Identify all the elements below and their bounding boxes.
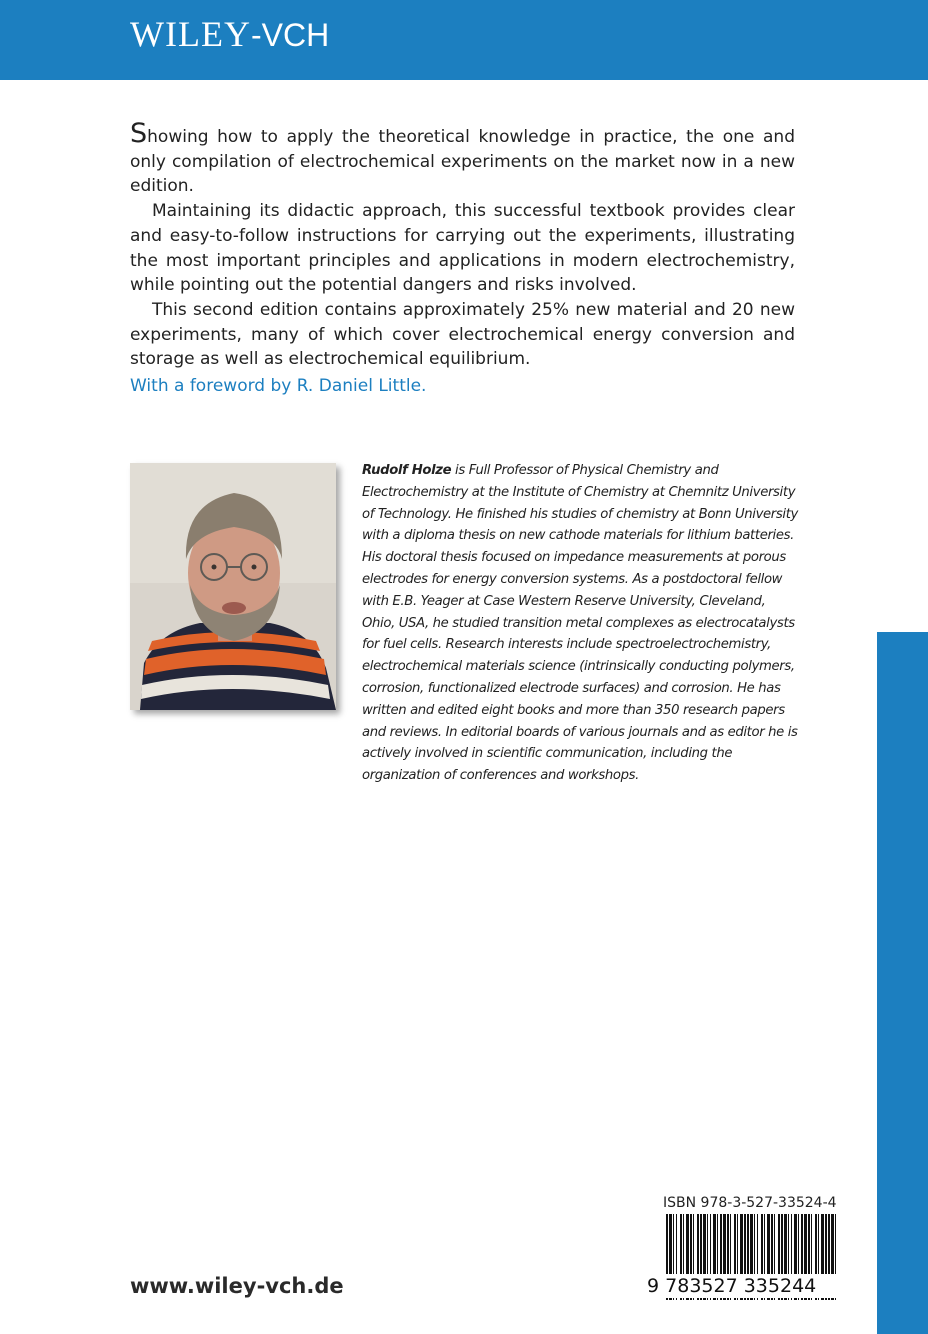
publisher-website: www.wiley-vch.de [130, 1274, 344, 1298]
barcode-digit-lead: 9 [647, 1275, 660, 1297]
book-blurb [130, 118, 795, 372]
barcode-digits [647, 1274, 837, 1298]
drop-cap: S [130, 118, 148, 149]
author-portrait-image [130, 463, 336, 710]
blurb-paragraph-3: This second edition contains approximately 25% new material and 20 new experiments, many of which cover electrochemical energy conversion and storage as well as electrochemical equilibrium. [130, 299, 795, 370]
publisher-logo-main: WILEY [130, 14, 251, 54]
isbn-label: ISBN 978-3-527-33524-4 [663, 1195, 837, 1211]
publisher-logo [130, 12, 329, 57]
author-bio [362, 460, 802, 787]
publisher-header-band [0, 0, 928, 80]
blurb-paragraph-1-text: howing how to apply the theoretical knowledge in practice, the one and only compilation of electrochemical experiments on the market now in a new edition. [130, 127, 795, 197]
blurb-paragraph-1 [130, 118, 795, 199]
author-photo [130, 463, 336, 710]
barcode-digit-group-2: 335244 [743, 1275, 817, 1297]
publisher-logo-suffix: -VCH [250, 17, 330, 53]
author-bio-text: is Full Professor of Physical Chemistry and Electrochemistry at the Institute of Chemistry at Chemnitz University of Technology. He finished his studies of chemistry at Bonn University with a diploma thesis on new cathode materials for lithium batteries. His doctoral thesis focused on impedance measurements at porous electrodes for energy conversion systems. As a postdoctoral fellow with E.B. Yeager at Case Western Reserve University, Cleveland, Ohio, USA, he studied transition metal complexes as electrocatalysts for fuel cells. Research interests include spectroelectrochemistry, electrochemical materials science (intrinsically conducting polymers, corrosion, functionalized electrode surfaces) and corrosion. He has written and edited eight books and more than 350 research papers and reviews. In editorial boards of various journals and as editor he is actively involved in scientific communication, including the organization of conferences and workshops. [362, 463, 798, 784]
side-color-tab [877, 632, 928, 1334]
blurb-paragraph-2: Maintaining its didactic approach, this successful textbook provides clear and easy-to-follow instructions for carrying out the experiments, illustrating the most important principles and applications in modern electrochemistry, while pointing out the potential dangers and risks involved. [130, 201, 795, 296]
author-name: Rudolf Holze [362, 463, 452, 478]
foreword-note: With a foreword by R. Daniel Little. [130, 376, 427, 396]
barcode-digit-group-1: 783527 [665, 1275, 738, 1297]
